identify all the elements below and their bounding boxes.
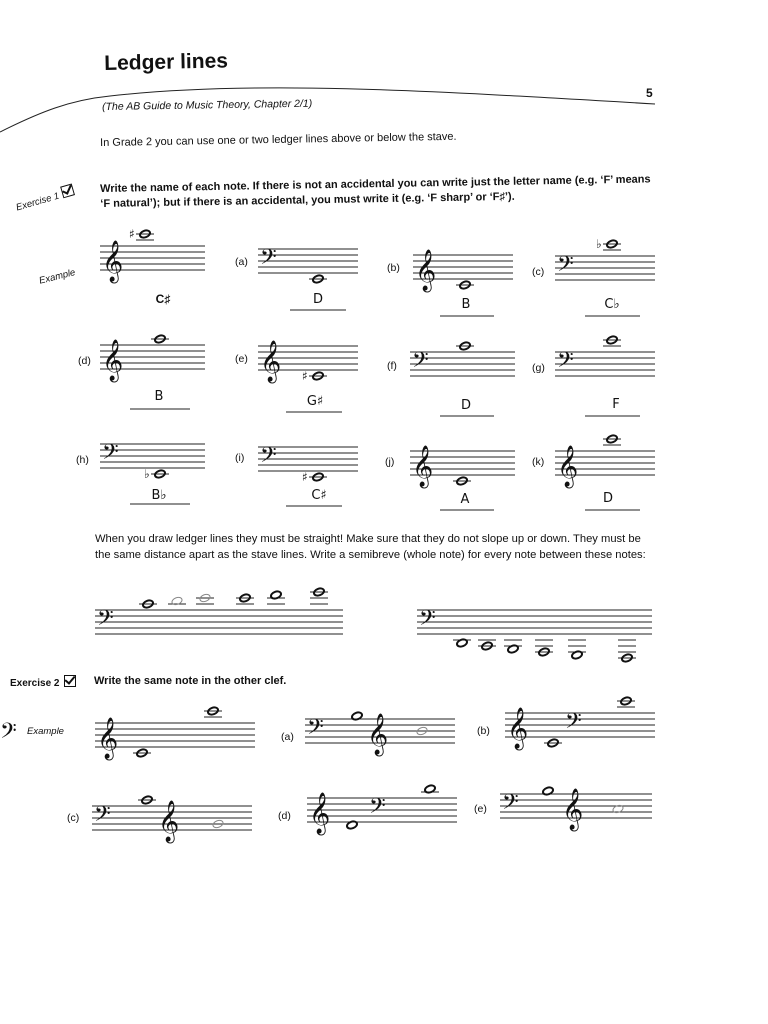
item-label: (e) <box>474 803 487 815</box>
treble-clef-icon: 𝄞 <box>102 241 124 282</box>
answer-text[interactable]: D <box>460 398 471 413</box>
answer-text[interactable]: F <box>612 397 620 412</box>
answer-text[interactable]: D <box>602 491 613 506</box>
bass-clef-icon: 𝄢 <box>102 440 119 470</box>
item-label: (j) <box>385 456 395 468</box>
treble-clef-icon: 𝄞 <box>97 718 119 759</box>
sharp-icon: ♯ <box>129 227 135 241</box>
treble-clef-icon: 𝄞 <box>557 446 579 487</box>
bass-clef-icon: 𝄢 <box>557 252 574 282</box>
item-label: (b) <box>387 262 400 274</box>
treble-clef-icon: 𝄞 <box>415 250 437 291</box>
treble-clef-icon: 𝄞 <box>102 340 124 381</box>
answer-text[interactable]: C♯ <box>311 488 327 503</box>
treble-clef-icon: 𝄞 <box>260 341 282 382</box>
answer-text[interactable]: B♭ <box>151 488 167 503</box>
answer-text[interactable]: B <box>154 389 164 404</box>
treble-clef-icon: 𝄞 <box>158 801 180 842</box>
bass-clef-icon: 𝄢 <box>557 348 574 378</box>
item-label: (a) <box>281 731 294 743</box>
checkbox-icon[interactable] <box>64 675 76 687</box>
flat-icon: ♭ <box>144 467 150 481</box>
bass-clef-icon: 𝄢 <box>565 709 582 739</box>
exercise2-label-text: Exercise 2 <box>10 678 60 689</box>
sharp-icon: ♯ <box>302 470 308 484</box>
bass-clef-icon: 𝄢 <box>97 606 114 636</box>
exercise1-instruction: Write the name of each note. If there is not an accidental you can write just the letter name (e.g. ‘F’ means ‘F natural’); but if there is an accidental, you must write it (e.g. ‘F sharp’ or ‘F♯’). <box>100 173 651 210</box>
answer-text[interactable]: C♭ <box>604 297 620 312</box>
item-label: (g) <box>532 362 545 374</box>
exercise2-label <box>10 675 76 689</box>
page-subtitle: (The AB Guide to Music Theory, Chapter 2/1) <box>102 97 313 113</box>
item-label: (a) <box>235 256 248 268</box>
header-curve <box>0 88 655 132</box>
item-label: (e) <box>235 353 248 365</box>
item-label: (i) <box>235 452 245 464</box>
item-label: (d) <box>78 355 91 367</box>
treble-clef-icon: 𝄞 <box>309 793 331 834</box>
bass-clef-icon: 𝄢 <box>260 443 277 473</box>
bass-clef-icon: 𝄢 <box>0 719 17 749</box>
treble-clef-icon: 𝄞 <box>412 446 434 487</box>
item-label: (c) <box>532 266 545 278</box>
item-label: (k) <box>532 456 545 468</box>
item-label: (b) <box>477 725 490 737</box>
bass-clef-icon: 𝄢 <box>419 606 436 636</box>
drawing-instructions: When you draw ledger lines they must be straight! Make sure that they do not slope up or down. They must be the same distance apart as the stave lines. Write a semibreve (whole note) for every note between these notes: <box>95 533 646 561</box>
treble-clef-icon: 𝄞 <box>367 714 389 755</box>
exercise1-example-label: Example <box>38 267 77 287</box>
bass-clef-icon: 𝄢 <box>307 715 324 745</box>
treble-clef-icon: 𝄞 <box>562 789 584 830</box>
bass-clef-icon: 𝄢 <box>369 794 386 824</box>
intro-text: In Grade 2 you can use one or two ledger lines above or below the stave. <box>100 130 457 149</box>
item-label: (f) <box>387 360 397 372</box>
flat-icon: ♭ <box>596 237 602 251</box>
sharp-icon: ♯ <box>302 369 308 383</box>
bass-clef-icon: 𝄢 <box>260 245 277 275</box>
bass-clef-icon: 𝄢 <box>94 802 111 832</box>
answer-text: C♯ <box>155 292 171 306</box>
exercise2-example-label: Example <box>27 726 64 737</box>
item-label: (c) <box>67 812 80 824</box>
answer-text[interactable]: D <box>312 292 323 307</box>
bass-clef-icon: 𝄢 <box>502 790 519 820</box>
item-label: (d) <box>278 810 291 822</box>
answer-text[interactable]: G♯ <box>306 394 324 409</box>
exercise2-instruction: Write the same note in the other clef. <box>94 675 287 687</box>
page-title: Ledger lines <box>104 49 229 75</box>
exercise1-label-text: Exercise 1 <box>14 190 61 214</box>
item-label: (h) <box>76 454 89 466</box>
answer-text[interactable]: A <box>460 492 470 507</box>
bass-clef-icon: 𝄢 <box>412 348 429 378</box>
page-number: 5 <box>646 86 653 100</box>
answer-text[interactable]: B <box>461 297 471 312</box>
treble-clef-icon: 𝄞 <box>507 708 529 749</box>
